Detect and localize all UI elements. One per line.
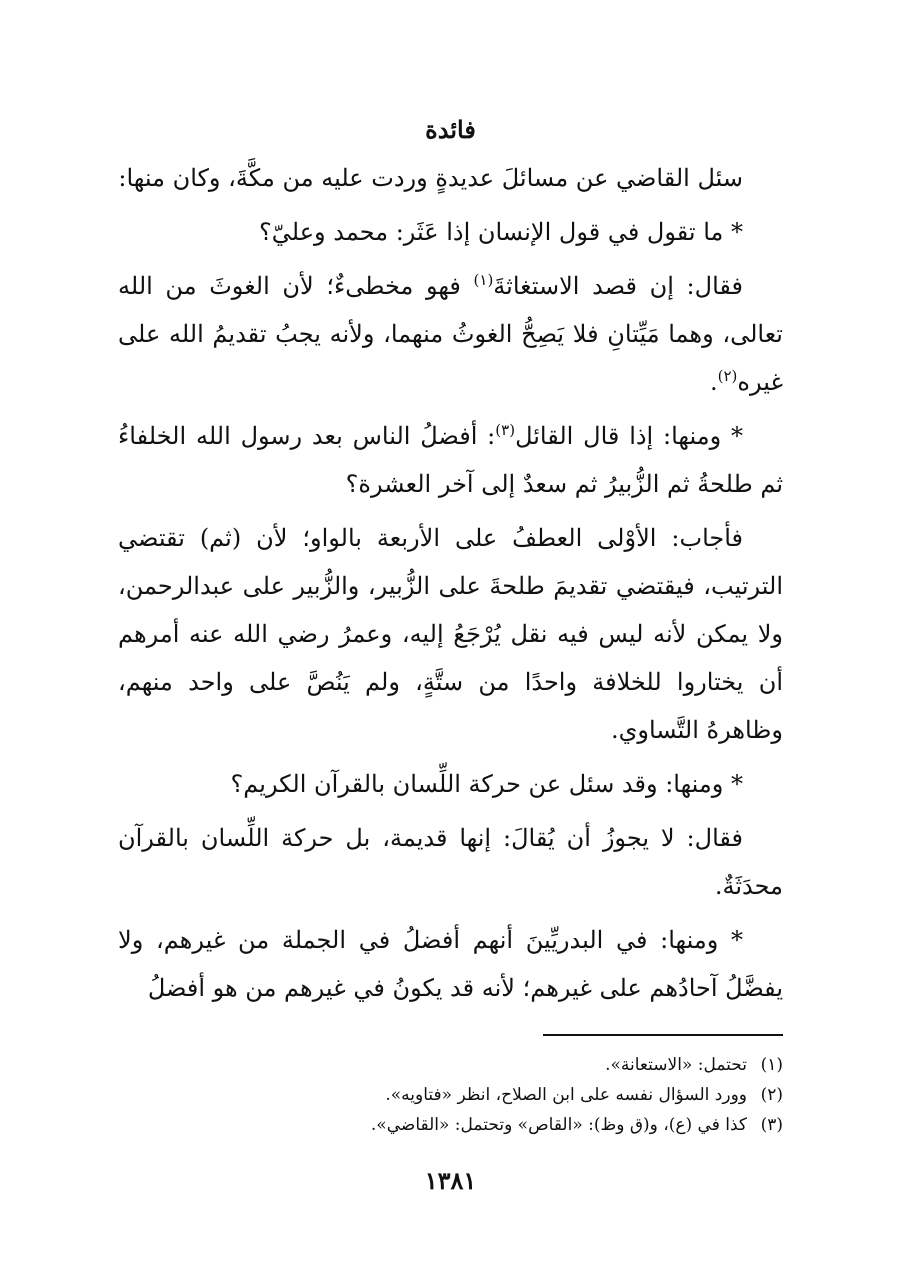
paragraph-3 bbox=[118, 262, 783, 406]
page-title: فائدة bbox=[425, 115, 476, 144]
footnote-divider bbox=[543, 1034, 783, 1036]
footnote-number: (٢) bbox=[760, 1085, 783, 1105]
paragraph-text: . bbox=[709, 368, 718, 396]
footnote-number: (٣) bbox=[760, 1115, 783, 1135]
footnote-item bbox=[118, 1050, 783, 1080]
paragraph-text: فهو مخطىءٌ؛ لأن الغوثَ من الله تعالى، وهما مَيِّتانِ فلا يَصِحُّ الغوثُ منهما، ولأنه يجبُ تقديمُ الله على غيره bbox=[118, 272, 783, 396]
paragraph-text: * ومنها: وقد سئل عن حركة اللِّسان بالقرآن الكريم؟ bbox=[230, 770, 743, 798]
paragraph-text: : أفضلُ الناس بعد رسول الله الخلفاءُ ثم طلحةُ ثم الزُّبيرُ ثم سعدٌ إلى آخر العشرة؟ bbox=[118, 422, 783, 498]
paragraph-8 bbox=[118, 916, 783, 1012]
footnote-marker: (١) bbox=[473, 271, 494, 289]
paragraph-text: * ما تقول في قول الإنسان إذا عَثَر: محمد وعليّ؟ bbox=[259, 218, 743, 246]
paragraph-text: سئل القاضي عن مسائلَ عديدةٍ وردت عليه من مكَّةَ، وكان منها: bbox=[118, 164, 743, 192]
paragraph-text: * ومنها: في البدريِّينَ أنهم أفضلُ في الجملة من غيرهم، ولا يفضَّلُ آحادُهم على غيرهم؛ لأنه قد يكونُ في غيرهم من هو أفضلُ bbox=[118, 926, 783, 1002]
footnote-item bbox=[118, 1080, 783, 1110]
footnote-marker: (٢) bbox=[717, 367, 738, 385]
paragraph-text: * ومنها: إذا قال القائل bbox=[515, 422, 743, 450]
paragraph-text: فأجاب: الأوْلى العطفُ على الأربعة بالواو؛ لأن (ثم) تقتضي الترتيب، فيقتضي تقديمَ طلحةَ على الزُّبير، والزُّبير على عبدالرحمن، ولا يمكن لأنه ليس فيه نقل يُرْجَعُ إليه، وعمرُ رضي الله عنه أمرهم أن يختاروا للخلافة واحدًا من ستَّةٍ، ولم يَنُصَّ على واحد منهم، وظاهرهُ التَّساوي. bbox=[118, 524, 783, 744]
footnotes bbox=[118, 1050, 783, 1140]
paragraph-6 bbox=[118, 760, 783, 808]
paragraph-7 bbox=[118, 814, 783, 910]
footnote-text: وورد السؤال نفسه على ابن الصلاح، انظر «فتاويه». bbox=[385, 1085, 747, 1105]
paragraph-4 bbox=[118, 412, 783, 508]
document-page bbox=[118, 110, 783, 1210]
footnote-item bbox=[118, 1110, 783, 1140]
paragraph-text: فقال: لا يجوزُ أن يُقالَ: إنها قديمة، بل حركة اللِّسان بالقرآن محدَثَةٌ. bbox=[118, 824, 783, 900]
paragraph-1 bbox=[118, 154, 783, 202]
page-number: ١٣٨١ bbox=[424, 1166, 477, 1195]
footnote-number: (١) bbox=[760, 1055, 783, 1075]
paragraph-2 bbox=[118, 208, 783, 256]
footnote-text: تحتمل: «الاستعانة». bbox=[605, 1055, 747, 1075]
footnote-text: كذا في (ع)، و(ق وظ): «القاص» وتحتمل: «القاضي». bbox=[370, 1115, 747, 1135]
paragraph-5 bbox=[118, 514, 783, 754]
paragraph-text: فقال: إن قصد الاستغاثةَ bbox=[493, 272, 743, 300]
footnote-marker: (٣) bbox=[495, 421, 516, 439]
